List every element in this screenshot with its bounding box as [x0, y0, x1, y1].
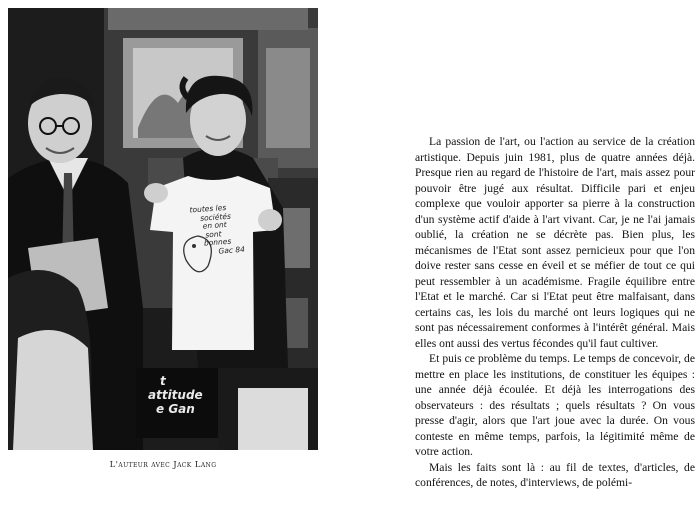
body-text	[415, 134, 695, 491]
banner-text-line: attitude	[148, 388, 203, 402]
banner-text-line: t	[160, 374, 166, 388]
banner-text-line: e Gan	[156, 402, 195, 416]
shirt-text-line: sont	[204, 228, 222, 239]
shirt-text-line: toutes les	[189, 202, 227, 215]
paragraph: Mais les faits sont là : au fil de textes, d'articles, de conférences, de notes, d'interviews, de polémi-	[415, 460, 695, 489]
photo-caption: L'auteur avec Jack Lang	[109, 460, 217, 470]
shirt-text-line: en ont	[202, 219, 228, 231]
shirt-text-line: Gac 84	[218, 244, 246, 256]
photograph	[8, 8, 318, 450]
shirt-text-line: bonnes	[203, 236, 232, 248]
banner-text	[142, 374, 218, 416]
paragraph: La passion de l'art, ou l'action au service de la création artistique. Depuis juin 1981, plus de quatre années déjà. Presque rien au regard de l'histoire de l'art, mais assez pour pouvoir être jugé aux résultat. Difficile pari et enjeu complexe que vouloir apporter sa pierre à la construction d'un système actif d'aide à l'art vivant. Car, je ne l'ai jamais oublié, la création ne se décrète pas. Bien plus, les mécanismes de l'Etat sont assez pernicieux pour que l'on doive rester sans cesse en éveil et se méfier de tout ce qui peut ressembler à un académisme. Fragile équilibre entre l'Etat et le marché. Car si l'Etat peut être malfaisant, dans certains cas, les lois du marché ont leurs logiques qui ne sont pas nécessairement conformes à l'intérêt général. Mais elles ont aussi des vertus fécondes qu'il faut cultiver.	[415, 135, 695, 350]
shirt-text	[189, 202, 262, 258]
paragraph: Et puis ce problème du temps. Le temps de concevoir, de mettre en place les institutions, de constituer les équipes : une année déjà écoulée. Et déjà les interrogations des observateurs : des résultats ; quels résultats ? On vous presse d'agir, alors que l'art joue avec la durée. On vous conteste en même temps, parfois, la légitimité même de votre action.	[415, 352, 695, 458]
shirt-text-line: sociétés	[199, 211, 232, 223]
